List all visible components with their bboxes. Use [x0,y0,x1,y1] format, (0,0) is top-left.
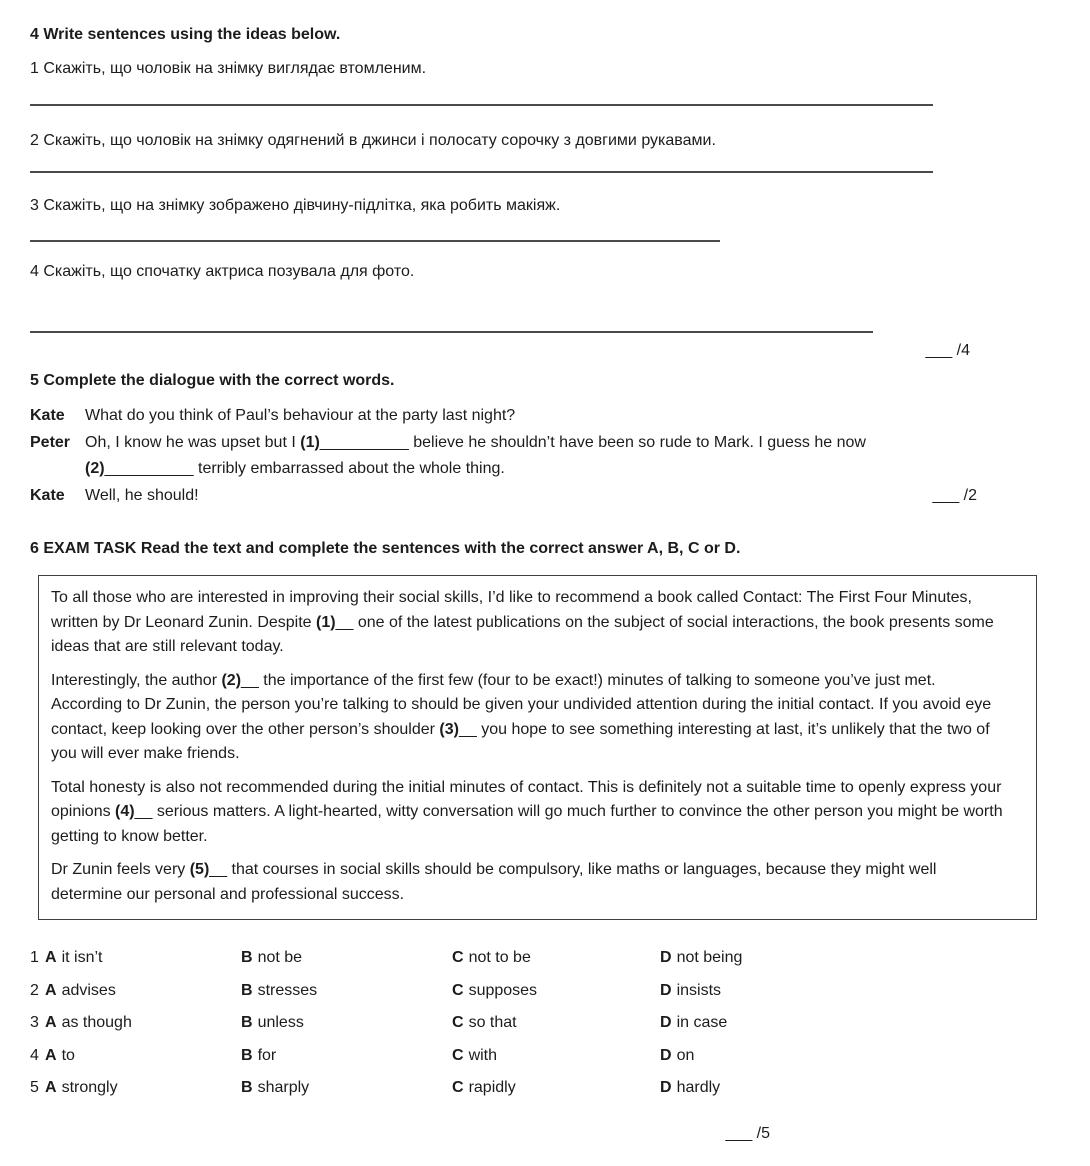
option-number: 4 [30,1046,39,1064]
option-number: 3 [30,1014,39,1031]
score-field-exercise-5: ___ /2 [932,487,977,504]
blank-marker: (5) [189,861,210,878]
option-text: as though [61,1014,132,1031]
option-text: on [676,1046,695,1064]
option-letter: C [452,1014,464,1031]
option-text: to [61,1046,75,1064]
option-number: 2 [30,981,39,999]
option-text: insists [676,981,722,999]
option-letter: A [45,1046,57,1064]
exercise-5-heading: 5 Complete the dialogue with the correct words. [30,372,395,389]
option-letter: B [241,1079,253,1096]
task-item-3: 3 Скажіть, що на знімку зображено дівчину-підлітка, яка робить макіяж. [30,197,561,214]
option-text: hardly [676,1079,721,1096]
text-segment: __________ believe he shouldn’t have been so rude to Mark. I guess he now [319,433,866,451]
option-cell-d [660,949,1090,967]
option-number: 5 [30,1079,39,1096]
option-text: in case [676,1014,728,1031]
exercise-6-heading: 6 EXAM TASK Read the text and complete the sentences with the correct answer A, B, C or D. [30,540,741,557]
dialogue-line [30,483,1090,510]
option-letter: D [660,949,672,966]
option-row [30,1079,1090,1097]
dialogue-text [85,430,1090,457]
answer-line-2 [30,171,933,173]
option-text: so that [468,1014,517,1031]
option-row [30,1047,1090,1065]
text-segment: Interestingly, the author [51,671,222,689]
dialogue-text [85,456,1090,483]
blank-marker: (1) [316,613,336,631]
option-cell-a [45,1047,241,1065]
option-row [30,949,1090,967]
option-cell-a [45,1014,241,1032]
speaker-name: Kate [30,486,65,504]
option-cell-a [45,1079,241,1097]
text-segment: To all those who are interested in improving their social skills, I’d like to recommend a book called Contact: The First Four Minutes, written by Dr Leonard Zunin. Despite [51,589,972,631]
option-cell-b [241,1047,452,1065]
option-letter: A [45,1079,57,1096]
option-cell-b [241,982,452,1000]
option-text: sharply [257,1079,310,1096]
option-letter: B [241,981,253,999]
score-field-exercise-6: ___ /5 [725,1125,770,1142]
exercise-4-heading: 4 Write sentences using the ideas below. [30,26,341,43]
option-cell-a [45,949,241,967]
option-letter: B [241,1046,253,1064]
text-segment: __________ terribly embarrassed about the whole thing. [104,460,505,477]
option-cell-c [452,1014,660,1032]
option-cell-d [660,1047,1090,1065]
options-table [30,949,1090,1097]
text-segment: Dr Zunin feels very [51,861,190,878]
option-text: not being [676,949,743,966]
dialogue-line [30,456,1090,483]
option-text: stresses [257,981,318,999]
speaker-name: Peter [30,433,71,451]
option-cell-c [452,949,660,967]
option-cell-d [660,982,1090,1000]
option-letter: D [660,981,672,999]
option-cell-b [241,1079,452,1097]
answer-line-3 [30,240,720,242]
exercise-6-section [30,540,1090,1143]
option-cell-c [452,1079,660,1097]
option-letter: C [452,1079,464,1096]
option-text: advises [61,981,116,999]
text-segment: __ one of the latest publications on the subject of social interactions, the book presents some ideas that are still relevant today. [51,613,994,655]
task-item-1: 1 Скажіть, що чоловік на знімку виглядає втомленим. [30,60,427,77]
speaker-name [30,456,85,483]
text-segment: Well, he should! [85,486,199,504]
text-segment: Total honesty is also not recommended during the initial minutes of contact. This is definitely not a suitable time to openly express your opinions [51,778,1002,820]
task-item-4: 4 Скажіть, що спочатку актриса позувала для фото. [30,263,415,280]
option-text: strongly [61,1079,118,1096]
option-letter: D [660,1014,672,1031]
passage-paragraph [51,586,1008,660]
option-text: with [468,1046,498,1064]
option-number: 1 [30,949,39,966]
dialogue-line [30,430,1090,457]
speaker-name: Kate [30,407,65,424]
dialogue [30,403,1090,509]
option-letter: A [45,981,57,999]
option-cell-b [241,1014,452,1032]
option-letter: D [660,1079,672,1096]
option-text: not be [257,949,303,966]
text-segment: Oh, I know he was upset but I [85,433,301,451]
blank-marker: (3) [439,720,459,738]
exercise-4-section [30,26,1090,360]
option-letter: B [241,1014,253,1031]
option-row [30,1014,1090,1032]
option-cell-d [660,1079,1090,1097]
option-letter: D [660,1046,672,1064]
option-cell-c [452,1047,660,1065]
dialogue-line [30,403,1090,430]
option-letter: C [452,949,464,966]
passage-paragraph [51,776,1008,850]
option-text: not to be [468,949,531,966]
answer-line-1 [30,104,933,106]
option-letter: B [241,949,253,966]
option-text: supposes [468,981,538,999]
option-cell-c [452,982,660,1000]
text-segment: __ the importance of the first few (four to be exact!) minutes of talking to someone you’ve just met. According to Dr Zunin, the person you’re talking to should be given your undivided attention during the initial contact. If you avoid eye contact, keep looking over the other person’s shoulder [51,671,992,738]
option-text: rapidly [468,1079,516,1096]
blank-marker: (2) [221,671,242,689]
option-text: unless [257,1014,304,1031]
passage-paragraph [51,858,1008,907]
score-field-exercise-4: ___ /4 [925,342,970,359]
answer-line-4 [30,331,873,333]
text-segment: __ you hope to see something interesting at last, it’s unlikely that the two of you will ever make friends. [51,720,990,762]
option-letter: C [452,1046,464,1064]
blank-marker: (2) [85,460,105,477]
option-cell-b [241,949,452,967]
option-cell-a [45,982,241,1000]
text-segment: What do you think of Paul’s behaviour at the party last night? [85,407,516,424]
text-segment: __ that courses in social skills should be compulsory, like maths or languages, because they might well determine our personal and professional success. [51,861,937,903]
exercise-5-section [30,372,1090,509]
option-row [30,982,1090,1000]
option-cell-d [660,1014,1090,1032]
blank-marker: (1) [300,433,320,451]
option-letter: C [452,981,464,999]
blank-marker: (4) [115,803,135,820]
option-text: for [257,1046,277,1064]
passage-paragraph [51,669,1008,767]
option-text: it isn’t [61,949,103,966]
text-segment: __ serious matters. A light-hearted, witty conversation will go much further to convince the other person you might be worth getting to know better. [51,803,1003,845]
task-item-2: 2 Скажіть, що чоловік на знімку одягнений в джинси і полосату сорочку з довгими рукавами. [30,132,716,149]
option-letter: A [45,1014,57,1031]
option-letter: A [45,949,57,966]
reading-passage-box [38,575,1037,920]
dialogue-text [85,403,1090,430]
